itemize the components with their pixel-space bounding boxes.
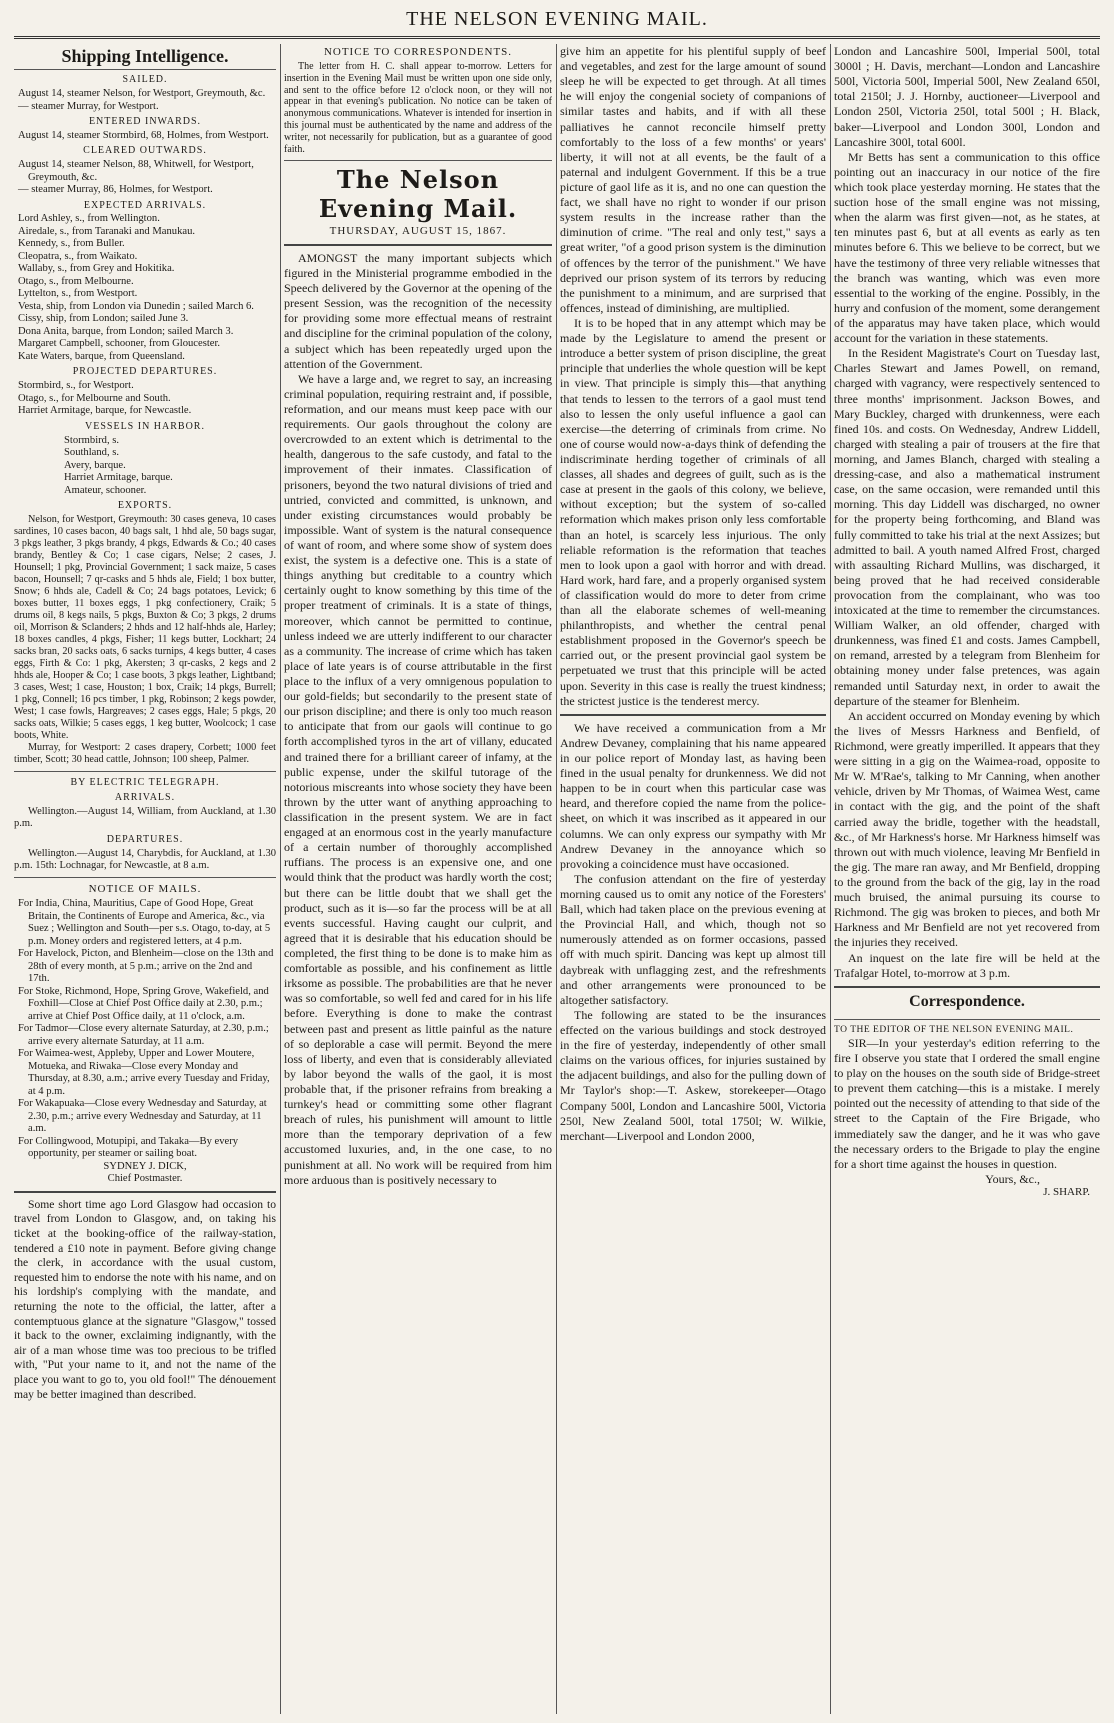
subhead-entered: ENTERED INWARDS. bbox=[88, 116, 202, 128]
shipping-entry: Otago, s., from Melbourne. bbox=[18, 275, 134, 287]
shipping-entry: Stormbird, s., for Westport. bbox=[18, 380, 134, 392]
telegraph-entry: Wellington.—August 14, Charybdis, for Auckland, at 1.30 p.m. 15th: Lochnagar, for Newcastle, at 8 a.m. bbox=[14, 847, 276, 871]
mail-entry: For Stoke, Richmond, Hope, Spring Grove, Wakefield, and Foxhill—Close at Chief Post Office daily at 2.30, p.m.; arrive at Chief Post Office daily, at 11 o'clock, a.m. bbox=[18, 985, 269, 1022]
issue-date: THURSDAY, AUGUST 15, 1867. bbox=[329, 224, 507, 237]
shipping-entry: Amateur, schooner. bbox=[64, 484, 147, 496]
shipping-entry: — steamer Murray, for Westport. bbox=[18, 100, 159, 112]
column-divider bbox=[830, 44, 831, 1714]
shipping-entry: Stormbird, s. bbox=[64, 434, 120, 446]
shipping-entry: August 14, steamer Stormbird, 68, Holmes, from Westport. bbox=[18, 129, 269, 141]
editorial-paragraph: It is to be hoped that in any attempt which may be made by the Legislature to amend the present or introduce a better system of prison discipline, the great principle that underlies the whole question will be kept in view. That principle is simply this—that anything that tends to lessen to the terrors of a gaol must tend also to lessen the only useful influence a gaol can exercise—the deterring of criminals from crime. No one of course would now-a-days think of defending the indiscriminate herding together of criminals of all classes, all shades and degrees of guilt, such as is the case at present in the gaols of this colony, we believe, without exception; but the system of so-called reformation which makes prison only less comfortable than an hotel, is scarcely less injurious. The only reliable reformation is the reformation that teaches men to look upon a gaol with horror and with dread. Hard work, hard fare, and a properly organised system of classification would do more to deter from crime than all the elaborate schemes of well-meaning philanthropists, and whether the central penal establishment proposed in the Governor's speech be carried out, or the present provincial gaol system be perpetuated we trust that this principle will be acted upon. Severity in this case is really the truest kindness; the strictest justice is the tenderest mercy. bbox=[560, 315, 826, 708]
mail-entry: For Waimea-west, Appleby, Upper and Lower Moutere, Motueka, and Riwaka—Close every Monday and Thursday, at 8.30, a.m.; arrive every Tuesday and Friday, at 4 p.m. bbox=[18, 1048, 270, 1097]
shipping-entry: Dona Anita, barque, from London; sailed March 3. bbox=[18, 325, 234, 337]
exports-text: Murray, for Westport: 2 cases drapery, Corbett; 1000 feet timber, Scott; 30 head cattle, Johnson; 100 sheep, Palmer. bbox=[14, 742, 276, 766]
subhead-telegraph: BY ELECTRIC TELEGRAPH. bbox=[70, 777, 220, 789]
mail-entry: For Havelock, Picton, and Blenheim—close on the 13th and 28th of every month, at 5 p.m.; arrive on the 2nd and 17th. bbox=[18, 948, 274, 985]
shipping-entry: Vesta, ship, from London via Dunedin ; sailed March 6. bbox=[18, 300, 254, 312]
shipping-entry: Avery, barque. bbox=[64, 459, 126, 471]
mail-signature-title: Chief Postmaster. bbox=[107, 1173, 183, 1185]
shipping-entry: — steamer Murray, 86, Holmes, for Westport. bbox=[18, 184, 213, 196]
mail-entry: For Wakapuaka—Close every Wednesday and Saturday, at 2.30, p.m.; arrive every Wednesday and Saturday, at 11 a.m. bbox=[18, 1098, 267, 1135]
shipping-entry: Airedale, s., from Taranaki and Manukau. bbox=[18, 225, 196, 237]
column-divider bbox=[280, 44, 281, 1714]
mail-entry: For Collingwood, Motupipi, and Takaka—By every opportunity, per steamer or sailing boat. bbox=[18, 1135, 239, 1160]
mail-signature: SYDNEY J. DICK, bbox=[103, 1160, 187, 1172]
subhead-sailed: SAILED. bbox=[122, 74, 168, 86]
column-2 bbox=[284, 44, 552, 1188]
masthead: THE NELSON EVENING MAIL. bbox=[406, 8, 708, 30]
shipping-entry: Lord Ashley, s., from Wellington. bbox=[18, 213, 160, 225]
notice-text: The letter from H. C. shall appear to-morrow. Letters for insertion in the Evening Mail must be written upon one side only, and sent to the office before 12 o'clock noon, or they will not appear in that evening's publication. No notice can be taken of anonymous communications. Whatever is intended for insertion in this journal must be authenticated by the name and address of the writer, not necessarily for publication, but as a guarantee of good faith. bbox=[284, 60, 552, 155]
column-3 bbox=[560, 44, 826, 1144]
shipping-entry: Southland, s. bbox=[64, 447, 120, 459]
section-title-shipping: Shipping Intelligence. bbox=[14, 46, 276, 70]
shipping-entry: Kennedy, s., from Buller. bbox=[18, 238, 125, 250]
subhead-cleared: CLEARED OUTWARDS. bbox=[83, 145, 207, 157]
subhead-vessels: VESSELS IN HARBOR. bbox=[85, 420, 205, 432]
exports-text: Nelson, for Westport, Greymouth: 30 cases geneva, 10 cases sardines, 10 cases bacon, 40 bags salt, 1 hhd ale, 50 bags sugar, 3 pkgs leather, 3 pkgs brandy, 4 pkgs, Edwards & Co.; 40 cases brandy, Bentley & Co; 1 case cigars, Nelse; 2 cases, J. Hounsell; 1 pkg, Provincial Government; 1 sack maize, 5 cases bacon, Hounsell; 7 qr-casks and 5 hhds ale, Field; 1 box butter, Snow; 6 hhds ale, Cadell & Co; 24 bags potatoes, Levick; 6 boxes butter, 11 boxes eggs, 1 pkg confectionery, Craik; 5 drums oil, 8 kegs nails, 5 pkgs, Buxton & Co; 3 pkgs, 2 drums oil, Morrison & Sclanders; 2 hhds and 12 half-hhds ale, Harley; 18 boxes candles, 4 pkgs, Fisher; 11 kegs butter, Lockhart; 24 sacks bran, 20 sacks oats, 6 sacks turnips, 4 kegs butter, 4 cases eggs, Firth & Co: 1 pkg, Akersten; 3 qr-casks, 2 kegs and 2 hhds ale, Hooper & Co; 1 case boots, 3 pkgs leather, Lightband; 3 cases, West; 1 case, Houston; 1 box, Craik; 14 pkgs, Burrell; 1 pkg, Connell; 16 pcs timber, 1 pkg, Robinson; 2 kegs powder, West; 1 case fowls, Hargreaves; 2 cases eggs, Hale; 5 pkgs, 20 sacks oats, Wilkie; 5 cases eggs, 1 keg butter, Woolcock; 1 case boots, White. bbox=[14, 513, 276, 742]
masthead-rule bbox=[14, 36, 1100, 39]
subhead-expected: EXPECTED ARRIVALS. bbox=[83, 199, 207, 211]
column-4 bbox=[834, 44, 1100, 1199]
editorial-paragraph: We have a large and, we regret to say, an increasing criminal population, requiring restraint and, if possible, reformation, and our means must keep pace with our requirements. Our gaols throughout the colony are overcrowded to an extent which is detrimental to the health, dangerous to the safe custody, and fatal to the improvement of their inmates. Classification of prisoners, beyond the two natural divisions of tried and untried, convicted and committed, is unknown, and under existing circumstances would probably be impossible. Want of system is the natural consequence of want of room, and where some show of system does exist, the system is a defective one. This is a state of things anything but creditable to a country which certainly ought to know something by this time of the proper treatment of criminals. It is a state of things, moreover, which cannot be permitted to continue, unless indeed we are utterly indifferent to our character as a community. The increase of crime which has taken place of late years is of course attributable in the first place to the influx of a very omnigenous population to our gold-fields; but secondarily to the present state of our prison discipline; and there is only too much reason to anticipate that from our gaols will continue to go forth accomplished tyros in the art of villany, educated and trained there for a brilliant career of infamy, at the public expense, under the skilful tutorage of the notorious miscreants into whose society they have been thrown by the utter want of anything approaching to classification in the present system. We are in fact engaged at an enormous cost in the yearly manufacture of a certain number of thoroughly accomplished ruffians. The process is an expensive one, and one would think that the product was hardly worth the cost; but there can be little doubt that we shall get the product, such as it is—so far the process will be at all events successful. Having caught our culprit, and agreed that it is desirable that his education should be completed, the first thing to be done is to make him as comfortable as possible, and his confinement as little irksome as possible. The probabilities are that he never was so comfortable, so well fed and cared for in his life before. Everything is done to make the contrast between past and present as little painful as the nature of so deplorable a case will permit. Beyond the mere loss of liberty, and even that is considerably alleviated by labor beyond the walls of the gaol, it is most probable that, if the prisoner refrains from breaking a turnkey's head or committing some other flagrant breach of rules, his punishment will amount to little more than the temporary deprivation of a few accustomed luxuries, and, in the one case, to no punishment at all. No work will be required from him more arduous than is positively necessary to bbox=[284, 371, 552, 1187]
shipping-entry: August 14, steamer Nelson, 88, Whitwell, for Westport, Greymouth, &c. bbox=[18, 159, 254, 183]
shipping-entry: Kate Waters, barque, from Queensland. bbox=[18, 350, 185, 362]
news-paragraph: We have received a communication from a Mr Andrew Devaney, complaining that his name appeared in our police report of Monday last, as having been fined in the usual penalty for drunkenness. We did not happen to be in court when this particular case was heard, and therefore copied the name from the police-sheet, on which it was inscribed as it appeared in our columns. We can only express our sympathy with Mr Andrew Devaney in the annoyance which so provoking a coincidence must have occasioned. bbox=[560, 720, 826, 871]
editorial-paragraph: AMONGST the many important subjects which figured in the Ministerial programme embodied in the Speech delivered by the Governor at the opening of the present Session, was the recognition of the necessity for providing some more effectual means of restraint and discipline for the criminal population of the colony, a subject which has been repeatedly urged upon the attention of the Government. bbox=[284, 250, 552, 371]
shipping-entry: Otago, s., for Melbourne and South. bbox=[18, 392, 171, 404]
news-paragraph: London and Lancashire 500l, Imperial 500l, total 3000l ; H. Davis, merchant—London and Lancashire 500l, Victoria 500l, Imperial 500l, New Zealand 650l, total 2150l; J. J. Hornby, auctioneer—Liverpool and London 250l, Victoria 250l, total 500l ; H. Black, baker—Liverpool and London 300l, London and Lancashire 300l, total 600l. bbox=[834, 44, 1100, 149]
mail-entry: For Tadmor—Close every alternate Saturday, at 2.30, p.m.; arrive every alternate Saturday, at 11 a.m. bbox=[18, 1023, 269, 1047]
paper-title: The Nelson Evening Mail. bbox=[318, 165, 518, 223]
subhead-departures: DEPARTURES. bbox=[106, 833, 184, 845]
letter-address: TO THE EDITOR OF THE NELSON EVENING MAIL. bbox=[834, 1024, 1074, 1035]
subhead-exports: EXPORTS. bbox=[117, 500, 173, 512]
subhead-projected: PROJECTED DEPARTURES. bbox=[72, 366, 218, 378]
subhead-mails: NOTICE OF MAILS. bbox=[88, 883, 202, 896]
editorial-paragraph: give him an appetite for his plentiful supply of beef and vegetables, and zest for the large amount of sound sleep he will be expected to get through. At all times he will enjoy the congenial society of companions of similar tastes and habits, and if with all these palliatives he cannot reconcile himself pretty comfortably to the loss of a few months' or years' liberty, it will not at all events, be the fault of a paternal and indulgent Government. If this be a true picture of gaol life as it is, and no one can question the fact, we shall have no right to wonder if our prison system results in the increase rather than the diminution of crime. "The real and only test," says a great writer, "of a good prison system is the diminution of offences by the terror of the punishment." We have deprived our prison system of its terrors by reducing the punishment to a minimum, and are surprised that offences, instead of diminishing, are multiplied. bbox=[560, 44, 826, 315]
letter-body: SIR—In your yesterday's edition referring to the fire I observe you state that I ordered the small engine to play on the houses on the south side of Bridge-street to prevent them catching—this is a mistake. I merely pointed out the necessity of attending to that side of the street to the Captain of the Fire Brigade, who immediately saw the danger, and he it was who gave the necessary orders to the Brigade to play the engine for a short time against the houses in question. bbox=[834, 1035, 1100, 1171]
news-paragraph: The following are stated to be the insurances effected on the various buildings and stock destroyed in the fire of yesterday, independently of other small claims on the various offices, for injuries sustained by the adjacent buildings, and also for the pulling down of Mr Taylor's shop:—T. Askew, storekeeper—Otago Company 500l, London and Lancashire 500l, Victoria 250l, New Zealand 500l, total 1750l; W. Wilkie, merchant—Liverpool and London 2000, bbox=[560, 1007, 826, 1143]
mail-entry: For India, China, Mauritius, Cape of Good Hope, Great Britain, the Continents of Europe and America, &c., via Suez ; Wellington and South—per s.s. Otago, to-day, at 5 p.m. Money orders and registered letters, at 4 p.m. bbox=[18, 898, 271, 947]
column-divider bbox=[556, 44, 557, 1714]
shipping-entry: Harriet Armitage, barque, for Newcastle. bbox=[18, 405, 192, 417]
shipping-entry: Cissy, ship, from London; sailed June 3. bbox=[18, 313, 189, 325]
news-paragraph: An accident occurred on Monday evening by which the lives of Messrs Harkness and Benfield, of Richmond, were greatly imperilled. It appears that they were sitting in a gig on the Waimea-road, opposite to Mr W. M'Rae's, talking to Mr Canning, when another vehicle, driven by Mr Thomas, of Waimea West, came in contact with the gig, and the point of the shaft carried away the bridle, together with the headstall, &c., of Mr Harkness's horse. Mr Harkness himself was thrown out with much violence, leaving Mr Benfield in the gig. The mare ran away, and Mr Benfield, dropping to the ground from the back of the gig, lay in the road much bruised, the animal pursuing its course to Richmond. The gig was broken to pieces, and both Mr Harkness and Mr Benfield are not yet recovered from the injuries they received. bbox=[834, 708, 1100, 950]
telegraph-entry: Wellington.—August 14, William, from Auckland, at 1.30 p.m. bbox=[14, 806, 276, 830]
news-paragraph: Mr Betts has sent a communication to this office pointing out an inaccuracy in our notice of the fire which took place yesterday morning. He states that the suction hose of the small engine was not missing, when the alarm was first given—not, as he states, at ten minutes past 6, but at all events as early as ten minutes before 6. This we believe to be correct, but we have the testimony of three very reliable witnesses that the branch was wanting, which was even more essential to the working of the engine. Possibly, in the hurry and confusion of the moment, some derangement of the apparatus may have taken place, which would account for the variation in these statements. bbox=[834, 149, 1100, 346]
shipping-entry: Lyttelton, s., from Westport. bbox=[18, 288, 138, 300]
news-paragraph: The confusion attendant on the fire of yesterday morning caused us to omit any notice of the Foresters' Ball, which had taken place on the previous evening at the Provincial Hall, and which, though not so numerously attended as on former occasions, passed off with much spirit. Dancing was kept up almost till daybreak with unflagging zest, and the refreshments and other arrangements were pronounced to be altogether satisfactory. bbox=[560, 871, 826, 1007]
letter-signature: J. SHARP. bbox=[1043, 1186, 1090, 1198]
letter-closing: Yours, &c., bbox=[985, 1171, 1040, 1186]
shipping-entry: Cleopatra, s., from Waikato. bbox=[18, 250, 138, 262]
section-title-correspondence: Correspondence. bbox=[909, 992, 1025, 1010]
shipping-entry: August 14, steamer Nelson, for Westport, Greymouth, &c. bbox=[18, 88, 266, 100]
shipping-entry: Wallaby, s., from Grey and Hokitika. bbox=[18, 263, 175, 275]
subhead-arrivals: ARRIVALS. bbox=[114, 792, 176, 804]
shipping-entry: Harriet Armitage, barque. bbox=[64, 472, 173, 484]
column-1 bbox=[14, 44, 276, 1402]
news-paragraph: In the Resident Magistrate's Court on Tuesday last, Charles Stewart and James Powell, on remand, charged with vagrancy, were respectively sentenced to three months' imprisonment. Jackson Bowes, and Mary Buckley, charged with drunkenness, were each fined 10s. and costs. On Wednesday, Andrew Liddell, charged with stealing a pair of trousers at the fire that morning, and James Blanch, charged with stealing a dressing-case, and also a mathematical instrument case, on the same occasion, were remanded until this morning. This day Liddell was discharged, no owner for the property being forthcoming, and Bland was fully committed to take his trial at the next Assizes; but admitted to bail. A youth named Alfred Frost, charged with assaulting Richard Mullins, was discharged, it being proved that he had received considerable provocation from the complainant, who was too intoxicated at the time to remember the circumstances. William Walker, an old offender, charged with drunkenness, was fined £1 and costs. James Campbell, on remand, arrested by a telegram from Blenheim for obtaining money under false pretences, was again remanded until Saturday next, in order to await the departure of the steamer for Blenheim. bbox=[834, 346, 1100, 708]
notice-title: NOTICE TO CORRESPONDENTS. bbox=[323, 46, 513, 58]
news-paragraph: An inquest on the late fire will be held at the Trafalgar Hotel, to-morrow at 3 p.m. bbox=[834, 950, 1100, 980]
shipping-entry: Margaret Campbell, schooner, from Gloucester. bbox=[18, 338, 221, 350]
glasgow-anecdote: Some short time ago Lord Glasgow had occasion to travel from London to Glasgow, and, on taking his ticket at the booking-office of the railway-station, tendered a £10 note in payment. Before giving change the clerk, in accordance with the usual custom, requested him to endorse the note with his name, and on his lordship's complying with the mandate, and returning the note to the official, the latter, after a contemptuous glance at the signature "Glasgow," tossed it back to the owner, exclaiming indignantly, with the air of a man whose time was too precious to be trifled with, "Put your name to it, and not the name of the place you want to go to, you old fool!" The dénouement may be better imagined than described. bbox=[14, 1197, 276, 1401]
